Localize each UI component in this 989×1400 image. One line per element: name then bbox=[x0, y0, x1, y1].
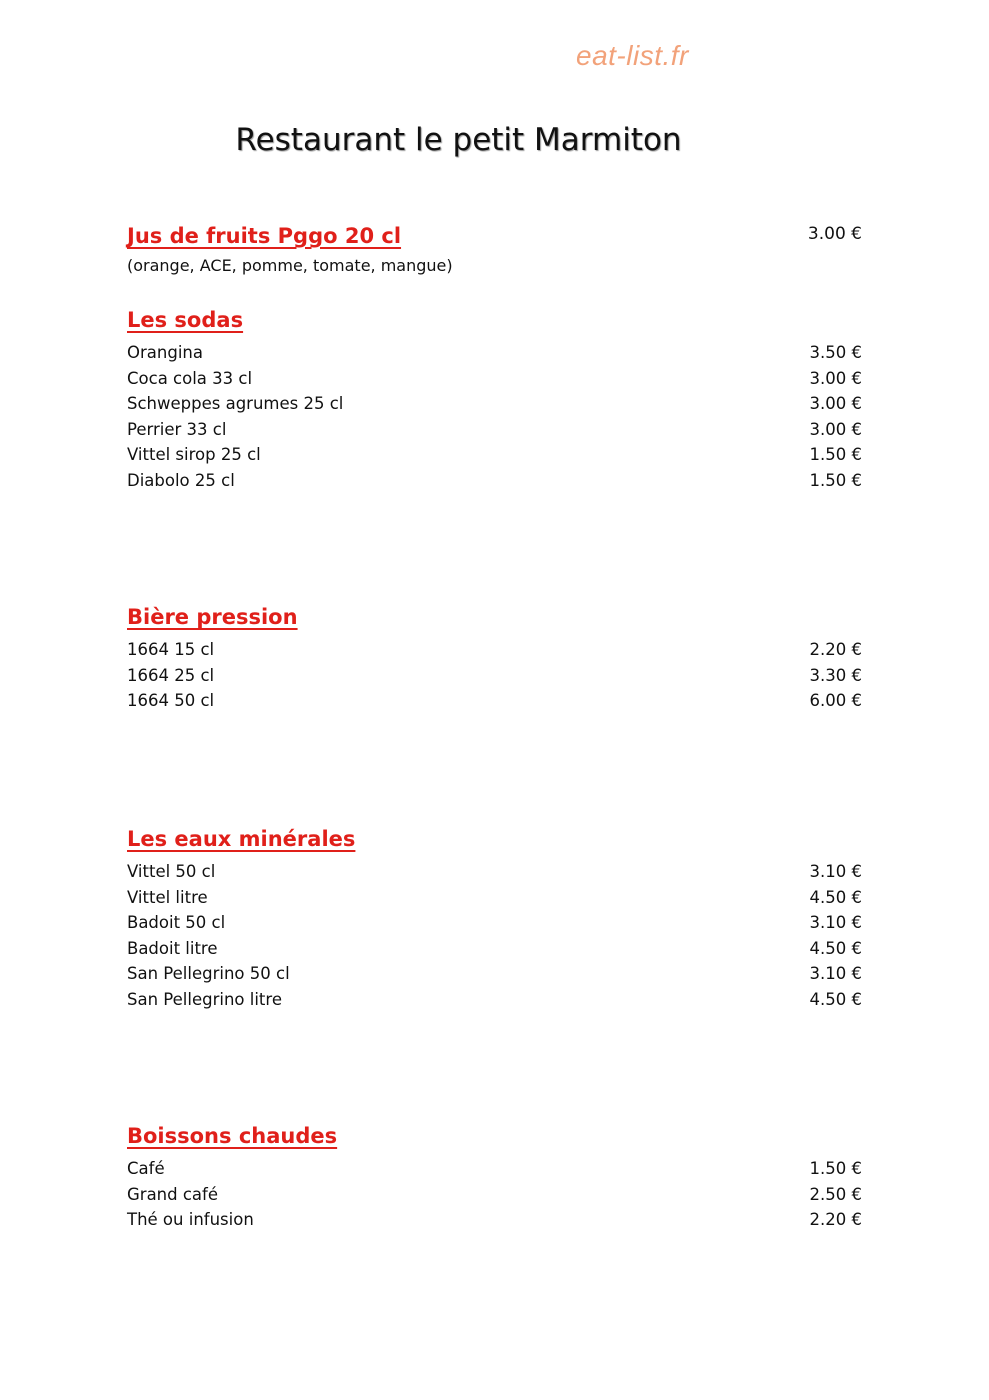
item-name: Café bbox=[127, 1159, 165, 1178]
item-price: 4.50 € bbox=[809, 938, 862, 958]
item-list bbox=[127, 859, 862, 1012]
item-price: 3.10 € bbox=[809, 862, 862, 881]
item-name: Badoit 50 cl bbox=[127, 913, 226, 932]
item-price: 1.50 € bbox=[809, 445, 862, 464]
item-price: 3.10 € bbox=[809, 913, 862, 932]
item-name: Diabolo 25 cl bbox=[127, 470, 235, 490]
section-heading: Les sodas bbox=[127, 308, 244, 332]
section-biere-pression bbox=[127, 603, 862, 714]
menu-item bbox=[127, 391, 862, 417]
item-name: 1664 25 cl bbox=[127, 665, 215, 685]
menu-item bbox=[127, 1207, 862, 1233]
item-name: San Pellegrino 50 cl bbox=[127, 964, 290, 983]
item-name: San Pellegrino litre bbox=[127, 989, 282, 1009]
item-name: Badoit litre bbox=[127, 938, 218, 958]
item-price: 3.30 € bbox=[809, 665, 862, 685]
item-name: 1664 50 cl bbox=[127, 691, 215, 710]
item-price: 1.50 € bbox=[809, 1159, 862, 1178]
menu-item bbox=[127, 961, 862, 987]
item-name: Orangina bbox=[127, 343, 203, 362]
page-title: Restaurant le petit Marmiton bbox=[235, 122, 682, 158]
menu-item bbox=[127, 1182, 862, 1208]
section-boissons-chaudes bbox=[127, 1122, 862, 1233]
section-jus-de-fruits bbox=[127, 222, 862, 278]
section-header bbox=[127, 1122, 862, 1152]
section-heading: Boissons chaudes bbox=[127, 1124, 338, 1148]
item-price: 2.20 € bbox=[809, 1210, 862, 1229]
item-name: Schweppes agrumes 25 cl bbox=[127, 394, 344, 413]
item-name: 1664 15 cl bbox=[127, 640, 215, 659]
menu-item bbox=[127, 663, 862, 689]
item-price: 2.50 € bbox=[809, 1184, 862, 1204]
section-eaux-minerales bbox=[127, 825, 862, 1012]
section-heading: Bière pression bbox=[127, 605, 298, 629]
section-note: (orange, ACE, pomme, tomate, mangue) bbox=[127, 256, 453, 275]
menu-item bbox=[127, 910, 862, 936]
section-header bbox=[127, 306, 862, 336]
section-header bbox=[127, 603, 862, 633]
section-heading: Les eaux minérales bbox=[127, 827, 356, 851]
item-price: 4.50 € bbox=[809, 887, 862, 907]
menu-item bbox=[127, 1156, 862, 1182]
item-price: 4.50 € bbox=[809, 989, 862, 1009]
menu-item bbox=[127, 688, 862, 714]
item-name: Vittel litre bbox=[127, 887, 208, 907]
item-name: Vittel 50 cl bbox=[127, 862, 216, 881]
item-name: Grand café bbox=[127, 1184, 218, 1204]
section-sodas bbox=[127, 306, 862, 493]
menu-item bbox=[127, 417, 862, 443]
menu-item bbox=[127, 366, 862, 392]
item-name: Perrier 33 cl bbox=[127, 419, 227, 439]
item-list bbox=[127, 340, 862, 493]
item-list bbox=[127, 637, 862, 714]
section-header bbox=[127, 222, 862, 252]
menu-item bbox=[127, 340, 862, 366]
menu-item bbox=[127, 987, 862, 1013]
item-price: 3.00 € bbox=[809, 419, 862, 439]
item-price: 3.00 € bbox=[809, 394, 862, 413]
item-price: 2.20 € bbox=[809, 640, 862, 659]
section-heading: Jus de fruits Pggo 20 cl bbox=[127, 224, 402, 248]
section-price: 3.00 € bbox=[807, 224, 862, 244]
menu-item bbox=[127, 442, 862, 468]
item-name: Thé ou infusion bbox=[127, 1210, 254, 1229]
item-name: Coca cola 33 cl bbox=[127, 368, 253, 388]
menu-item bbox=[127, 637, 862, 663]
menu-item bbox=[127, 859, 862, 885]
menu-item bbox=[127, 936, 862, 962]
item-price: 3.00 € bbox=[809, 368, 862, 388]
watermark: eat-list.fr bbox=[576, 40, 689, 71]
item-price: 3.50 € bbox=[809, 343, 862, 362]
menu-item bbox=[127, 468, 862, 494]
item-price: 1.50 € bbox=[809, 470, 862, 490]
item-price: 3.10 € bbox=[809, 964, 862, 983]
item-list bbox=[127, 1156, 862, 1233]
menu-item bbox=[127, 885, 862, 911]
section-header bbox=[127, 825, 862, 855]
item-name: Vittel sirop 25 cl bbox=[127, 445, 261, 464]
item-price: 6.00 € bbox=[809, 691, 862, 710]
